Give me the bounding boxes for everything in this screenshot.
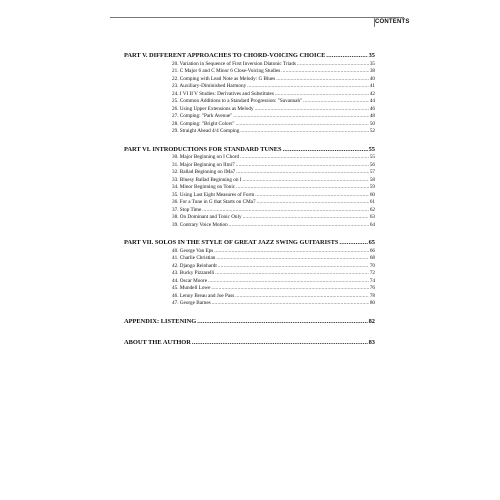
entry-title: 23. Auxiliary-Diminished Harmony bbox=[172, 83, 247, 90]
entry-title: 24. I VI II V Studies: Derivatives and Substitutes bbox=[172, 90, 274, 97]
toc-entry[interactable] bbox=[172, 162, 375, 170]
entry-page-number: 78 bbox=[369, 292, 375, 299]
part-page-number: 83 bbox=[368, 338, 375, 346]
toc-entry[interactable] bbox=[172, 184, 375, 192]
entry-page-number: 62 bbox=[369, 206, 375, 213]
dot-leader bbox=[208, 278, 369, 286]
dot-leader bbox=[281, 68, 369, 76]
entry-page-number: 61 bbox=[369, 199, 375, 206]
toc-entry[interactable] bbox=[172, 98, 375, 106]
dot-leader bbox=[257, 199, 369, 207]
dot-leader bbox=[218, 263, 369, 271]
entry-title: 30. Major Beginning on I Chord bbox=[172, 154, 240, 161]
toc-entry[interactable] bbox=[172, 91, 375, 99]
entry-page-number: 64 bbox=[369, 221, 375, 228]
header-rule bbox=[110, 17, 404, 18]
entry-title: 27. Comping: "Park Avenue" bbox=[172, 113, 233, 120]
toc-entry[interactable] bbox=[172, 255, 375, 263]
entry-page-number: 41 bbox=[369, 83, 375, 90]
entry-title: 41. Charlie Christian bbox=[172, 255, 216, 262]
part-title: ABOUT THE AUTHOR bbox=[124, 338, 191, 346]
part-title: PART VI. INTRODUCTIONS FOR STANDARD TUNES bbox=[124, 145, 282, 153]
dot-leader bbox=[240, 128, 369, 136]
entry-page-number: 58 bbox=[369, 176, 375, 183]
entry-title: 40. George Van Eps bbox=[172, 247, 214, 254]
entry-title: 20. Variation in Sequence of First Inversion Diatonic Triads bbox=[172, 60, 296, 67]
entry-title: 33. Bluesy Ballad Beginning on I bbox=[172, 176, 242, 183]
dot-leader bbox=[326, 52, 367, 60]
dot-leader bbox=[339, 239, 367, 247]
toc-entry[interactable] bbox=[172, 177, 375, 185]
part-page-number: 35 bbox=[368, 52, 375, 59]
toc-entry[interactable] bbox=[172, 199, 375, 207]
dot-leader bbox=[197, 318, 367, 326]
toc-entry[interactable] bbox=[172, 285, 375, 293]
entry-page-number: 48 bbox=[369, 113, 375, 120]
entry-page-number: 52 bbox=[369, 128, 375, 135]
entry-page-number: 68 bbox=[369, 255, 375, 262]
toc-entry[interactable] bbox=[172, 192, 375, 200]
entry-page-number: 55 bbox=[369, 154, 375, 161]
part-heading[interactable] bbox=[124, 52, 375, 60]
entry-title: 46. Lenny Breau and Joe Pass bbox=[172, 292, 235, 299]
entry-title: 35. Using Last Eight Measures of Form bbox=[172, 191, 255, 198]
entry-title: 29. Straight Ahead 4/4 Comping bbox=[172, 128, 240, 135]
toc-entry[interactable] bbox=[172, 68, 375, 76]
entry-title: 43. Bucky Pizzarelli bbox=[172, 270, 215, 277]
entry-page-number: 80 bbox=[369, 300, 375, 307]
dot-leader bbox=[242, 177, 368, 185]
entry-page-number: 38 bbox=[369, 68, 375, 75]
dot-leader bbox=[236, 162, 369, 170]
dot-leader bbox=[303, 98, 369, 106]
entry-title: 34. Minor Beginning on Tonic bbox=[172, 184, 236, 191]
dot-leader bbox=[276, 76, 369, 84]
toc-entry[interactable] bbox=[172, 214, 375, 222]
dot-leader bbox=[247, 83, 369, 91]
dot-leader bbox=[229, 222, 369, 230]
entry-title: 47. George Barnes bbox=[172, 300, 211, 307]
dot-leader bbox=[202, 207, 369, 215]
part-page-number: 82 bbox=[368, 317, 375, 325]
toc-entry[interactable] bbox=[172, 128, 375, 136]
toc-part-6 bbox=[124, 146, 375, 230]
dot-leader bbox=[212, 300, 369, 308]
dot-leader bbox=[236, 184, 369, 192]
toc-about-author[interactable] bbox=[124, 339, 375, 347]
part-heading[interactable] bbox=[124, 239, 375, 247]
entry-page-number: 57 bbox=[369, 169, 375, 176]
part-entries bbox=[172, 248, 375, 308]
toc-entry[interactable] bbox=[172, 121, 375, 129]
entry-page-number: 56 bbox=[369, 161, 375, 168]
toc-entry[interactable] bbox=[172, 61, 375, 69]
dot-leader bbox=[215, 270, 369, 278]
toc-entry[interactable] bbox=[172, 207, 375, 215]
entry-title: 32. Ballad Beginning on IMa7 bbox=[172, 169, 236, 176]
dot-leader bbox=[192, 339, 368, 347]
toc-part-7 bbox=[124, 239, 375, 308]
entry-title: 38. On Dominant and Tonic Only bbox=[172, 214, 242, 221]
entry-page-number: 35 bbox=[369, 60, 375, 67]
entry-page-number: 60 bbox=[369, 191, 375, 198]
toc-appendix[interactable] bbox=[124, 318, 375, 326]
entry-title: 37. Stop Time bbox=[172, 206, 202, 213]
entry-title: 44. Oscar Moore bbox=[172, 277, 208, 284]
entry-title: 28. Comping: "Bright Colors" bbox=[172, 120, 235, 127]
toc-entry[interactable] bbox=[172, 293, 375, 301]
toc-entry[interactable] bbox=[172, 270, 375, 278]
toc-entry[interactable] bbox=[172, 106, 375, 114]
entry-title: 42. Django Reinhardt bbox=[172, 262, 217, 269]
entry-title: 45. Mundell Lowe bbox=[172, 285, 211, 292]
page-header-label: CONTENTS bbox=[375, 19, 410, 25]
part-title: PART VII. SOLOS IN THE STYLE OF GREAT JAZZ SWING GUITARISTS bbox=[124, 239, 339, 247]
toc-entry[interactable] bbox=[172, 222, 375, 230]
toc-entry[interactable] bbox=[172, 154, 375, 162]
dot-leader bbox=[233, 113, 368, 121]
part-entries bbox=[172, 61, 375, 136]
dot-leader bbox=[236, 169, 369, 177]
entry-page-number: 40 bbox=[369, 75, 375, 82]
entry-page-number: 66 bbox=[369, 247, 375, 254]
table-of-contents bbox=[124, 52, 375, 360]
dot-leader bbox=[235, 293, 369, 301]
dot-leader bbox=[275, 91, 369, 99]
part-heading[interactable] bbox=[124, 146, 375, 154]
entry-page-number: 63 bbox=[369, 214, 375, 221]
entry-title: 31. Major Beginning on IImi7 bbox=[172, 161, 235, 168]
entry-title: 22. Comping with Lead Note as Melody: G Blues bbox=[172, 75, 276, 82]
toc-entry[interactable] bbox=[172, 169, 375, 177]
toc-entry[interactable] bbox=[172, 300, 375, 308]
toc-entry[interactable] bbox=[172, 83, 375, 91]
dot-leader bbox=[211, 285, 368, 293]
dot-leader bbox=[240, 154, 369, 162]
part-page-number: 55 bbox=[368, 145, 375, 153]
entry-page-number: 74 bbox=[369, 277, 375, 284]
toc-entry[interactable] bbox=[172, 248, 375, 256]
entry-page-number: 50 bbox=[369, 120, 375, 127]
entry-title: 36. For a Tune in G that Starts on CMa7 bbox=[172, 199, 256, 206]
dot-leader bbox=[255, 192, 369, 200]
entry-title: 26. Using Upper Extensions as Melody bbox=[172, 105, 254, 112]
toc-entry[interactable] bbox=[172, 113, 375, 121]
toc-entry[interactable] bbox=[172, 263, 375, 271]
dot-leader bbox=[243, 214, 369, 222]
dot-leader bbox=[235, 121, 368, 129]
entry-title: 25. Common Additions to a Standard Progression: "Savannah" bbox=[172, 98, 303, 105]
entry-page-number: 76 bbox=[369, 285, 375, 292]
dot-leader bbox=[255, 106, 369, 114]
toc-part-5 bbox=[124, 52, 375, 136]
part-title: APPENDIX: LISTENING bbox=[124, 317, 197, 325]
toc-entry[interactable] bbox=[172, 76, 375, 84]
entry-page-number: 44 bbox=[369, 98, 375, 105]
part-title: PART V. DIFFERENT APPROACHES TO CHORD-VOICING CHOICE bbox=[124, 52, 326, 59]
entry-page-number: 72 bbox=[369, 270, 375, 277]
entry-page-number: 46 bbox=[369, 105, 375, 112]
entry-page-number: 70 bbox=[369, 262, 375, 269]
dot-leader bbox=[214, 248, 369, 256]
dot-leader bbox=[297, 61, 369, 69]
entry-page-number: 42 bbox=[369, 90, 375, 97]
entry-page-number: 59 bbox=[369, 184, 375, 191]
toc-entry[interactable] bbox=[172, 278, 375, 286]
part-page-number: 65 bbox=[368, 239, 375, 247]
entry-title: 39. Contrary Voice Motion bbox=[172, 221, 228, 228]
part-entries bbox=[172, 154, 375, 229]
dot-leader bbox=[216, 255, 368, 263]
dot-leader bbox=[283, 146, 368, 154]
entry-title: 21. C Major 6 and C Minor 6 Close-Voicing Studies bbox=[172, 68, 281, 75]
